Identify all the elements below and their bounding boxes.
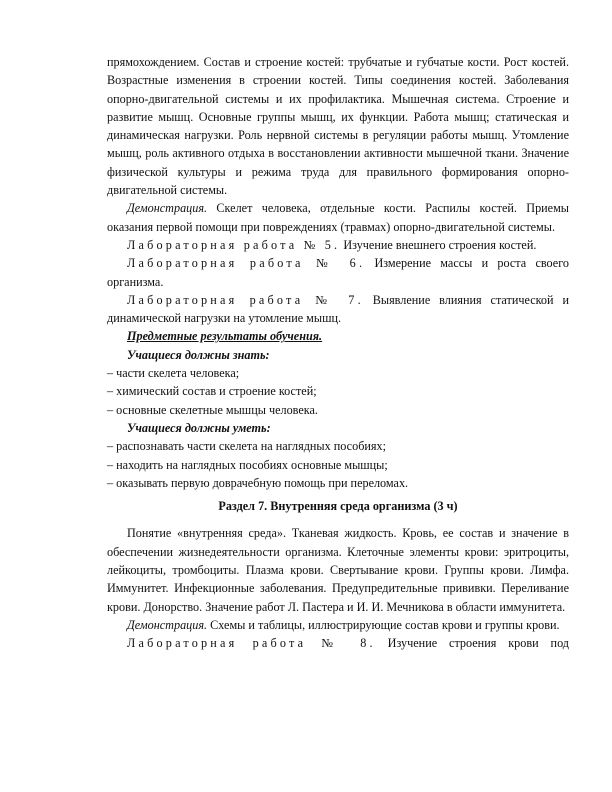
know-title bbox=[107, 346, 569, 364]
section7-heading bbox=[107, 497, 569, 515]
section7-demonstration-text: Схемы и таблицы, иллюстрирующие состав крови и группы крови. bbox=[207, 617, 560, 632]
can-title-text: Учащиеся должны уметь: bbox=[127, 420, 271, 435]
section7-heading-text: Раздел 7. Внутренняя среда организма ( bbox=[218, 499, 438, 514]
demonstration-paragraph bbox=[107, 199, 569, 236]
know-item: – основные скелетные мышцы человека. bbox=[107, 402, 318, 417]
lab-work-5-text: Изучение внешнего строения костей. bbox=[340, 237, 537, 252]
lab-work-8-label: Лабораторная работа № 8. bbox=[127, 636, 376, 651]
lab-work-8 bbox=[107, 634, 569, 652]
demonstration-label: Демонстрация. bbox=[127, 201, 208, 216]
lab-work-7-text: Выявление влияния статической и динамической нагрузки на утомление мышц. bbox=[107, 292, 569, 326]
page-content bbox=[107, 53, 569, 653]
can-item: – находить на наглядных пособиях основные мышцы; bbox=[107, 457, 388, 472]
section7-heading-hours: 3 bbox=[437, 499, 444, 514]
lab-work-7 bbox=[107, 291, 569, 328]
can-item: – оказывать первую доврачебную помощь при переломах. bbox=[107, 475, 409, 490]
section7-heading-tail: ч) bbox=[443, 499, 458, 514]
can-item: – распознавать части скелета на наглядных пособиях; bbox=[107, 439, 386, 454]
results-title bbox=[107, 327, 569, 345]
section7-body: Понятие «внутренняя среда». Тканевая жидкость. Кровь, ее состав и значение в обеспечении жизнедеятельности организма. Клеточные элементы крови: эритроциты, лейкоциты, тромбоциты. Плазма крови. Свертывание крови. Группы крови. Лимфа. Иммунитет. Инфекционные заболевания. Предупредительные прививки. Переливание крови. Донорство. Значение работ Л. Пастера и И. И. Мечникова в области иммунитета. bbox=[107, 526, 569, 614]
lab-work-5 bbox=[107, 236, 569, 254]
lab-work-6-label: Лабораторная работа № 6. bbox=[127, 256, 366, 271]
know-item: – химический состав и строение костей; bbox=[107, 384, 317, 399]
demonstration-text: Скелет человека, отдельные кости. Распилы костей. Приемы оказания первой помощи при повреждениях (травмах) опорно-двигательной системы. bbox=[107, 201, 569, 234]
know-item: – части скелета человека; bbox=[107, 366, 240, 381]
lab-work-5-label: Лабораторная работа № 5. bbox=[127, 237, 341, 252]
results-title-text: Предметные результаты обучения. bbox=[127, 329, 323, 344]
can-title bbox=[107, 419, 569, 437]
lab-work-7-label: Лабораторная работа № 7. bbox=[127, 292, 364, 307]
lab-work-8-text: Изучение строения крови под bbox=[375, 636, 570, 651]
lab-work-6-text: Измерение массы и роста своего организма. bbox=[107, 256, 569, 289]
lab-work-6 bbox=[107, 254, 569, 291]
section7-demonstration bbox=[107, 616, 569, 634]
section7-demonstration-label: Демонстрация. bbox=[127, 617, 208, 632]
section6-body: прямохождением. Состав и строение костей: трубчатые и губчатые кости. Рост костей. Возрастные изменения в строении костей. Типы соединения костей. Заболевания опорно-двигательной системы и их профилактика. Мышечная система. Строение и развитие мышц. Основные группы мышц, их функции. Работа мышц; статическая и динамическая нагрузки. Роль нервной системы в регуляции работы мышц. Утомление мышц, роль активного отдыха в восстановлении активности мышечной ткани. Значение физической культуры и режима труда для правильного формирования опорно-двигательной системы. bbox=[107, 55, 569, 198]
know-title-text: Учащиеся должны знать: bbox=[127, 347, 270, 362]
